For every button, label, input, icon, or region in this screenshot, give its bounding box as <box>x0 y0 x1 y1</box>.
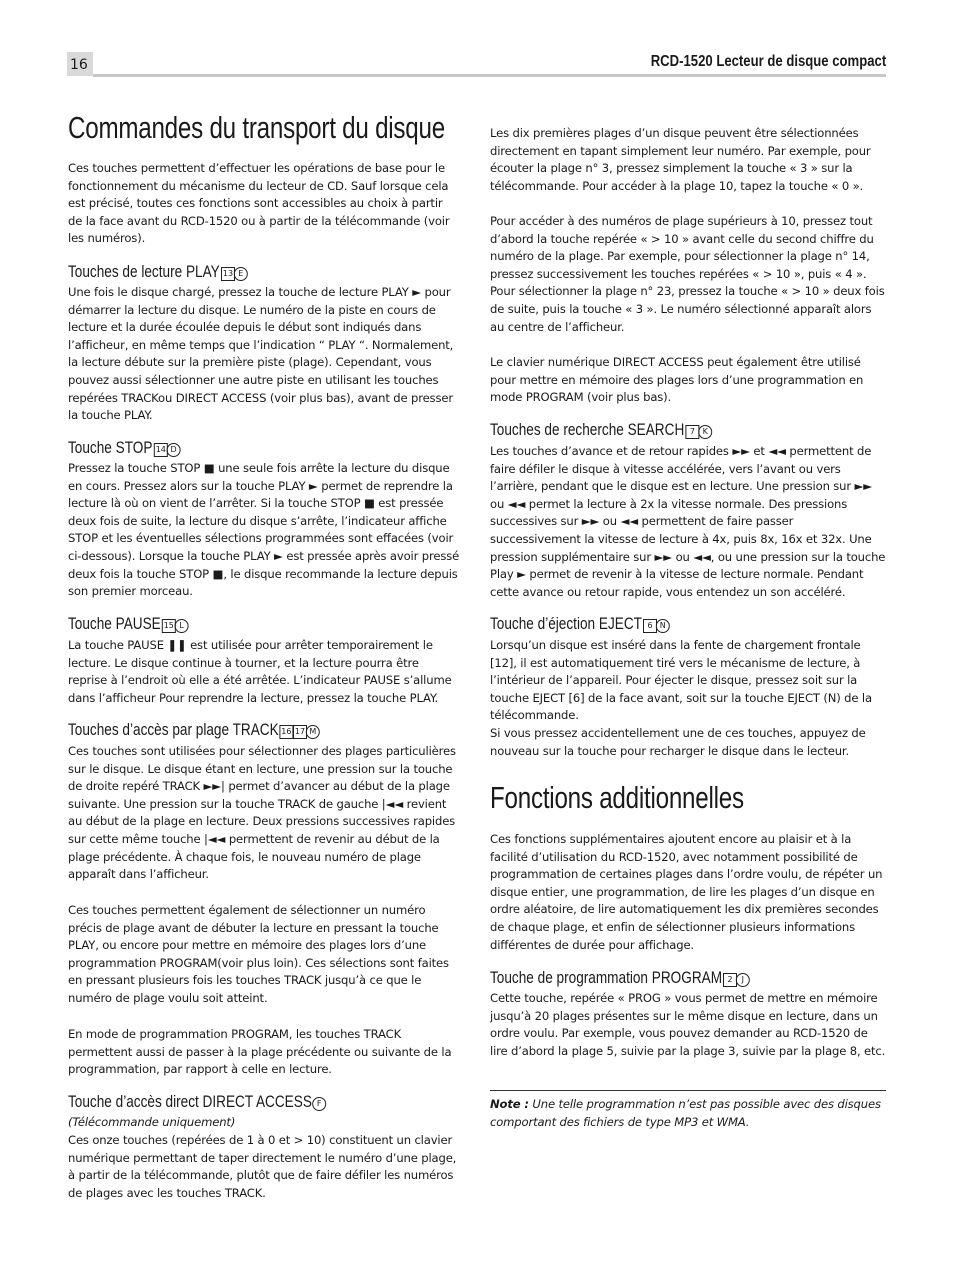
key-circle-e: E <box>234 267 248 281</box>
heading-search <box>490 420 711 440</box>
key-box-16: 16 <box>280 725 294 739</box>
note-rule <box>490 1090 886 1091</box>
key-box-14: 14 <box>153 443 167 457</box>
direct-access-body: Ces onze touches (repérées de 1 à 0 et > 10) constituent un clavier numérique permettant de taper directement le numéro d’une plage, à partir de la télécommande, plutôt que de faire défiler les numéros de plages avec les touches TRACK. <box>68 1133 457 1200</box>
heading-play <box>68 262 246 282</box>
program-body: Cette touche, repérée « PROG » vous permet de mettre en mémoire jusqu’à 20 plages présentes sur le même disque en lecture, dans un ordre voulu. Par exemple, vous pouvez demander au RCD-1520 de lire d’abord la plage 5, suivie par la plage 3, suivie par la plage 8, etc. <box>490 991 886 1058</box>
note-label: Note : <box>490 1097 529 1111</box>
header-rule <box>93 74 886 77</box>
track-body-3: En mode de programmation PROGRAM, les touches TRACK permettent aussi de passer à la plage précédente ou suivante de la programmation, par rapport à celle en lecture. <box>68 1027 452 1077</box>
direct-access-subnote: (Télécommande uniquement) <box>68 1115 236 1129</box>
eject-body-2: Si vous pressez accidentellement une de ces touches, appuyez de nouveau sur la touche pour recharger le disque dans le lecteur. <box>490 726 866 758</box>
heading-stop <box>68 438 179 458</box>
direct-access-cont-3: Le clavier numérique DIRECT ACCESS peut également être utilisé pour mettre en mémoire des plages lors d’une programmation en mode PROGRAM (voir plus bas). <box>490 355 864 405</box>
eject-body-1: Lorsqu’un disque est inséré dans la fente de chargement frontale [12], il est automatiquement tiré vers le mécanisme de lecture, à l’intérieur de l’appareil. Pour éjecter le disque, pressez soit sur la touche EJECT [6] de la face avant, soit sur la touche EJECT (N) de la télécommande. <box>490 638 872 723</box>
heading-track <box>68 720 319 740</box>
heading-eject-text: Touche d’éjection EJECT <box>490 614 642 633</box>
note-text: Une telle programmation n’est pas possible avec des disques comportant des fichiers de type MP3 et WMA. <box>490 1097 881 1129</box>
heading-search-text: Touches de recherche SEARCH <box>490 420 685 439</box>
program-note <box>490 1096 886 1131</box>
heading-stop-text: Touche STOP <box>68 438 153 457</box>
search-body: Les touches d’avance et de retour rapides ►► et ◄◄ permettent de faire défiler le disque à vitesse accélérée, vers l’avant ou vers l’arrière, pendant que le disque est en lecture. Une pression sur ►► ou ◄◄ permet la lecture à 2x la vitesse normale. Des pressions successives sur ►► ou ◄◄ permettent de faire passer successivement la vitesse de lecture à 4x, puis 8x, 16x et 32x. Une pression supplémentaire sur ►► ou ◄◄, ou une pression sur la touche Play ► permet de revenir à la vitesse de lecture normale. Pendant cette avance ou retour rapide, vous entendez un son accéléré. <box>490 444 886 599</box>
key-box-15: 15 <box>162 619 176 633</box>
heading-eject <box>490 614 668 634</box>
direct-access-cont-1: Les dix premières plages d’un disque peuvent être sélectionnées directement en tapant simplement leur numéro. Par exemple, pour écouter la plage n° 3, pressez simplement la touche « 3 » sur la télécommande. Pour accéder à la plage 10, tapez la touche « 0 ». <box>490 126 871 193</box>
additional-intro: Ces fonctions supplémentaires ajoutent encore au plaisir et à la facilité d’utilisation du RCD-1520, avec notamment possibilité de programmation de certaines plages dans l’ordre voulu, de répéter un disque entier, une programmation, de lire les plages d’un disque en ordre aléatoire, de lire automatiquement les dix premières secondes de chaque plage, et enfin de sélectionner plusieurs informations différentes de durée pour affichage. <box>490 832 883 952</box>
header-title: RCD-1520 Lecteur de disque compact <box>650 53 886 70</box>
track-body-1: Ces touches sont utilisées pour sélectionner des plages particulières sur le disque. Le disque étant en lecture, une pression sur la touche de droite repéré TRACK ►►| permet d’avancer au début de la plage suivante. Une pression sur la touche TRACK de gauche |◄◄ revient au début de la plage en lecture. Deux pressions successives rapides sur cette même touche |◄◄ permettent de revenir au début de la plage précédente. À chaque fois, le nouveau numéro de plage apparaît dans l’afficheur. <box>68 744 456 882</box>
direct-access-cont-2: Pour accéder à des numéros de plage supérieurs à 10, pressez tout d’abord la touche repérée « > 10 » avant celle du second chiffre du numéro de la plage. Par exemple, pour sélectionner la plage n° 14, pressez successivement les touches repérées « > 10 », puis « 4 ». Pour sélectionner la plage n° 23, pressez la touche « > 10 » deux fois de suite, puis la touche « 3 ». Le numéro sélectionné apparaît alors au centre de l’afficheur. <box>490 214 885 334</box>
track-body-2: Ces touches permettent également de sélectionner un numéro précis de plage avant de débuter la lecture en pressant la touche PLAY, ou encore pour mettre en mémoire des plages lors d’une programmation PROGRAM(voir plus loin). Ces sélections sont faites en pressant plusieurs fois les touches TRACK jusqu’à ce que le numéro de plage voulu soit atteint. <box>68 903 449 1005</box>
key-circle-n: N <box>656 619 670 633</box>
heading-program <box>490 968 748 988</box>
page-number: 16 <box>67 52 93 76</box>
play-body: Une fois le disque chargé, pressez la touche de lecture PLAY ► pour démarrer la lecture du disque. Le numéro de la piste en cours de lecture et la durée écoulée depuis le début sont indiqués dans l’afficheur, en même temps que l’indication “ PLAY “. Normalement, la lecture débute sur la première piste (plage). Cependant, vous pouvez aussi sélectionner une autre piste en utilisant les touches repérées TRACKou DIRECT ACCESS (voir plus bas), avant de presser la touche PLAY. <box>68 285 454 423</box>
section-title-transport: Commandes du transport du disque <box>68 110 445 145</box>
page-header <box>67 52 886 76</box>
key-circle-l: L <box>175 619 189 633</box>
heading-program-text: Touche de programmation PROGRAM <box>490 968 723 987</box>
key-box-17: 17 <box>293 725 307 739</box>
key-box-7: 7 <box>685 425 699 439</box>
heading-direct-access-text: Touche d’accès direct DIRECT ACCESS <box>68 1092 312 1111</box>
key-circle-m: M <box>306 725 320 739</box>
heading-track-text: Touches d’accès par plage TRACK <box>68 720 279 739</box>
pause-body: La touche PAUSE ❚❚ est utilisée pour arrêter temporairement le lecture. Le disque continue à tourner, et la lecture pourra être reprise à l’endroit où elle a été arrêtée. L’indicateur PAUSE s’allume dans l’afficheur Pour reprendre la lecture, pressez la touche PLAY. <box>68 638 452 705</box>
heading-direct-access <box>68 1092 325 1112</box>
key-box-13: 13 <box>221 267 235 281</box>
heading-pause <box>68 614 187 634</box>
key-box-6: 6 <box>643 619 657 633</box>
key-box-2: 2 <box>723 973 737 987</box>
stop-body: Pressez la touche STOP ■ une seule fois arrête la lecture du disque en cours. Pressez alors sur la touche PLAY ► permet de reprendre la lecture là où on vient de l’arrêter. Si la touche STOP ■ est pressée deux fois de suite, la lecture du disque s’arrête, l’indicateur affiche STOP et les éventuelles sélections programmées sont effacées (voir ci-dessous). Lorsque la touche PLAY ► est pressée après avoir pressé deux fois la touche STOP ■, le disque recommande la lecture depuis son premier morceau. <box>68 461 460 599</box>
key-circle-k: K <box>698 425 712 439</box>
transport-intro: Ces touches permettent d’effectuer les opérations de base pour le fonctionnement du mécanisme du lecteur de CD. Sauf lorsque cela est précisé, toutes ces fonctions sont accessibles au choix à partir de la face avant du RCD-1520 ou à partir de la télécommande (voir les numéros). <box>68 161 450 246</box>
heading-pause-text: Touche PAUSE <box>68 614 161 633</box>
key-circle-j: J <box>736 973 750 987</box>
section-title-additional: Fonctions additionnelles <box>490 780 744 815</box>
key-circle-d: D <box>166 443 180 457</box>
key-circle-f: F <box>312 1097 326 1111</box>
heading-play-text: Touches de lecture PLAY <box>68 262 220 281</box>
